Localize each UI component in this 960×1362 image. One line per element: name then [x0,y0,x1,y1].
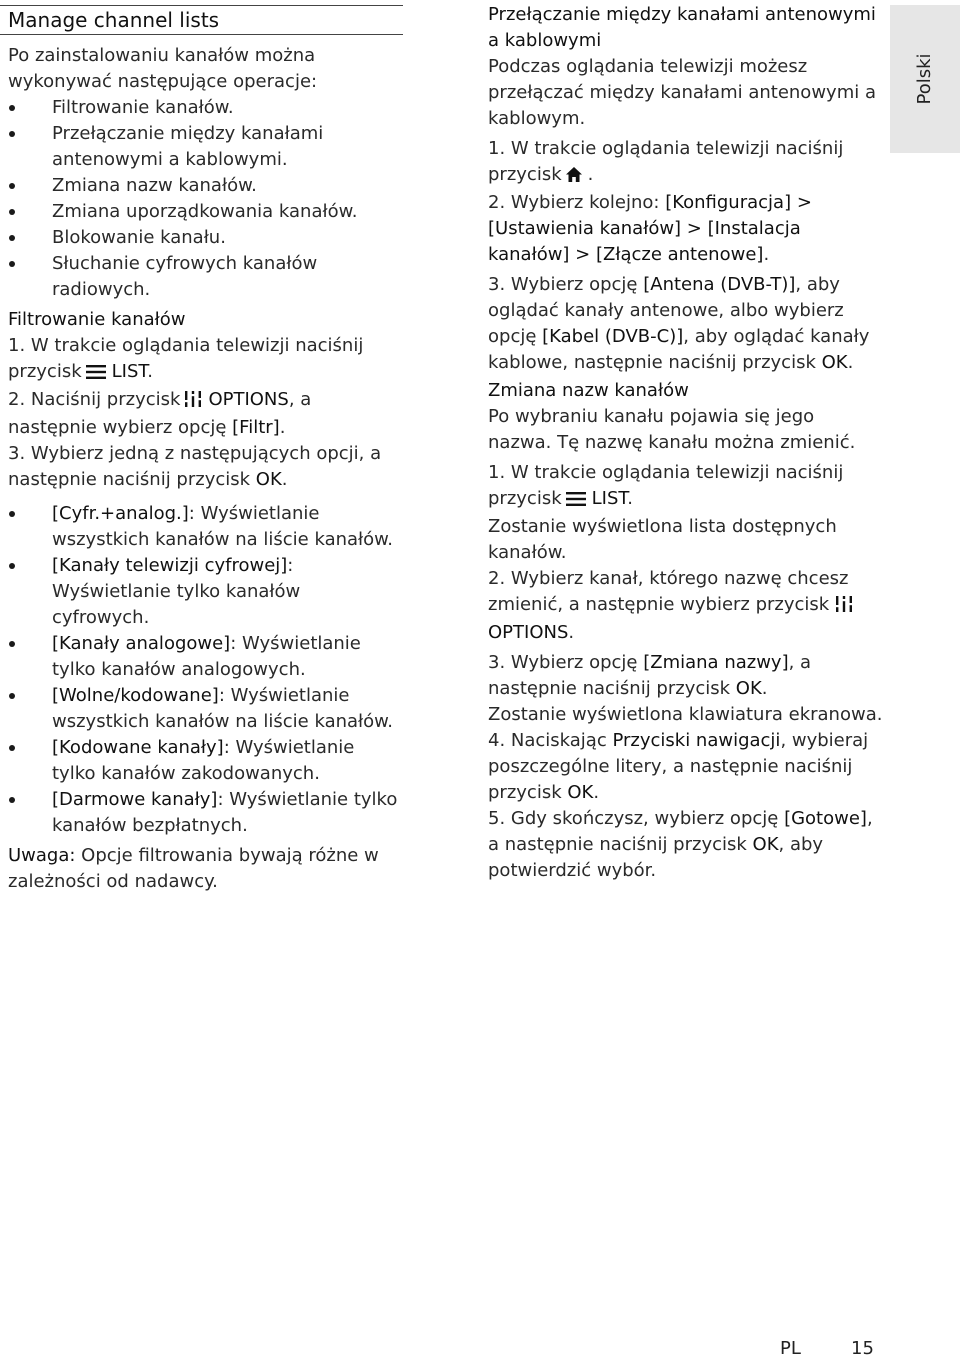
switch-heading: Przełączanie między kanałami antenowymi a kablowymi [488,4,876,51]
rename-step-1: 1. W trakcie oglądania telewizji naciśnij przycisk LIST. [488,460,883,514]
list-item: [Cyfr.+analog.]: Wyświetlanie wszystkich kanałów na liście kanałów. [8,501,403,553]
list-item: [Wolne/kodowane]: Wyświetlanie wszystkich kanałów na liście kanałów. [8,683,403,735]
list-item: Przełączanie między kanałami antenowymi a kablowymi. [8,121,403,173]
list-item: [Kodowane kanały]: Wyświetlanie tylko kanałów zakodowanych. [8,735,403,787]
rename-intro: Po wybraniu kanału pojawia się jego nazwa. Tę nazwę kanału można zmienić. [488,406,856,453]
options-icon [835,594,853,620]
page-title: Manage channel lists [8,8,220,32]
language-tab-label: Polski [914,53,935,105]
footer-language: PL [780,1338,801,1359]
filter-options-list [8,501,403,839]
rename-step-1-result: Zostanie wyświetlona lista dostępnych kanałów. [488,516,837,563]
list-item: [Kanały telewizji cyfrowej]: Wyświetlanie tylko kanałów cyfrowych. [8,553,403,631]
list-item: Filtrowanie kanałów. [8,95,403,121]
filter-step-3: 3. Wybierz jedną z następujących opcji, a następnie naciśnij przycisk OK. [8,443,382,490]
switch-intro: Podczas oglądania telewizji możesz przełączać między kanałami antenowymi a kablowym. [488,56,876,129]
options-icon [184,389,202,415]
note-label: Uwaga: [8,845,76,866]
title-bar [0,5,403,35]
rename-step-2: 2. Wybierz kanał, którego nazwę chcesz zmienić, a następnie wybierz przycisk OPTIONS. [488,566,883,646]
rename-step-5: 5. Gdy skończysz, wybierz opcję [Gotowe], a następnie naciśnij przycisk OK, aby potwierdzić wybór. [488,808,873,881]
rename-step-3-result: Zostanie wyświetlona klawiatura ekranowa. [488,704,883,725]
home-icon [566,164,582,190]
filter-step-2: 2. Naciśnij przycisk OPTIONS, a następnie wybierz opcję [Filtr]. [8,389,312,438]
intro-text: Po zainstalowaniu kanałów można wykonywać następujące operacje: [8,45,318,92]
rename-step-3: 3. Wybierz opcję [Zmiana nazwy], a następnie naciśnij przycisk OK. [488,652,812,699]
rename-step-4: 4. Naciskając Przyciski nawigacji, wybieraj poszczególne litery, a następnie naciśnij przycisk OK. [488,730,869,803]
left-column [8,0,403,895]
switch-step-1: 1. W trakcie oglądania telewizji naciśnij przycisk . [488,136,883,190]
operations-list [8,95,403,303]
note: Uwaga: Opcje filtrowania bywają różne w zależności od nadawcy. [8,845,379,892]
filter-heading: Filtrowanie kanałów [8,309,186,330]
switch-step-3: 3. Wybierz opcję [Antena (DVB-T)], aby oglądać kanały antenowe, albo wybierz opcję [Kabel (DVB-C)], aby oglądać kanały kablowe, następnie naciśnij przycisk OK. [488,274,870,373]
list-item: Zmiana uporządkowania kanałów. [8,199,403,225]
list-item: [Kanały analogowe]: Wyświetlanie tylko kanałów analogowych. [8,631,403,683]
filter-step-1: 1. W trakcie oglądania telewizji naciśnij przycisk LIST. [8,333,403,387]
list-item: [Darmowe kanały]: Wyświetlanie tylko kanałów bezpłatnych. [8,787,403,839]
list-item: Słuchanie cyfrowych kanałów radiowych. [8,251,403,303]
page-number: 15 [851,1338,874,1359]
rename-heading: Zmiana nazw kanałów [488,380,689,401]
list-icon [566,488,586,514]
list-item: Zmiana nazw kanałów. [8,173,403,199]
list-icon [86,361,106,387]
language-side-tab [890,5,960,153]
list-item: Blokowanie kanału. [8,225,403,251]
switch-step-2: 2. Wybierz kolejno: [Konfiguracja] > [Ustawienia kanałów] > [Instalacja kanałów] > [Złącze antenowe]. [488,192,812,265]
right-column [488,0,883,884]
